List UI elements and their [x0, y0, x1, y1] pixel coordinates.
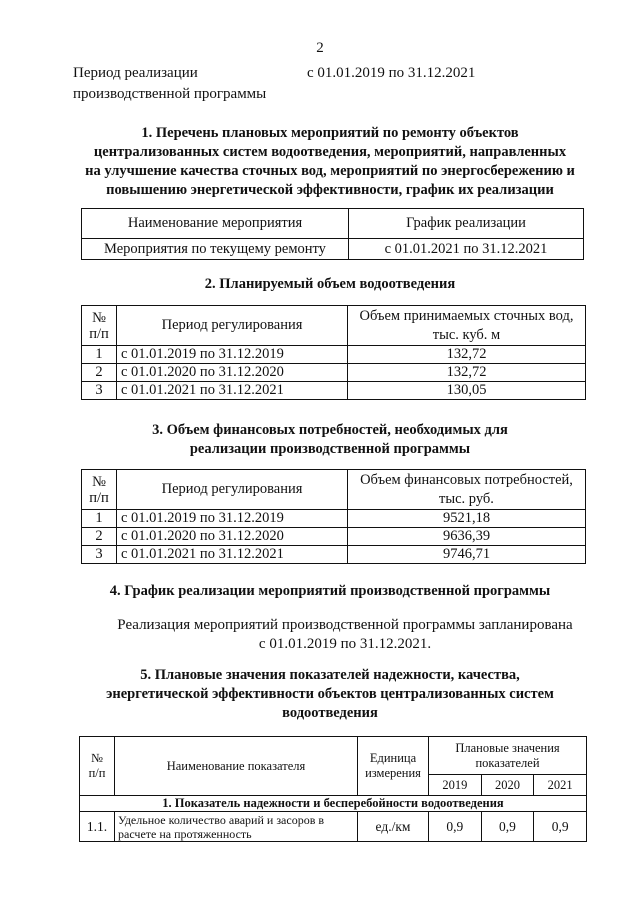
table-row: [82, 528, 586, 546]
header-number-line1: №: [92, 473, 106, 490]
cell-number: 2: [82, 528, 117, 546]
table-row: [82, 382, 586, 400]
header-finance: [348, 470, 586, 510]
cell-period: с 01.01.2020 по 31.12.2020: [117, 528, 348, 546]
header-number: [80, 737, 115, 796]
header-number: [82, 306, 117, 346]
section1-title-line2: централизованных систем водоотведения, мероприятий, направленных: [93, 144, 567, 160]
header-number: [82, 470, 117, 510]
table-row: [82, 239, 584, 260]
cell-indicator-name-line1: Удельное количество аварий и засоров в: [118, 812, 325, 827]
header-volume: [348, 306, 586, 346]
header-number-line1: №: [92, 309, 106, 326]
header-indicator-name: Наименование показателя: [115, 737, 358, 796]
cell-schedule: с 01.01.2021 по 31.12.2021: [349, 239, 584, 260]
cell-finance: 9636,39: [348, 528, 586, 546]
cell-number: 1: [82, 346, 117, 364]
table-row: [82, 346, 586, 364]
header-year-2020: 2020: [481, 775, 534, 796]
cell-unit: ед./км: [358, 812, 429, 842]
section5-title-line3: водоотведения: [282, 705, 378, 721]
header-planned-line1: Плановые значения: [455, 740, 560, 755]
header-finance-line1: Объем финансовых потребностей,: [360, 471, 573, 488]
header-schedule: График реализации: [349, 209, 584, 239]
cell-number: 1.1.: [80, 812, 115, 842]
cell-number: 3: [82, 546, 117, 564]
cell-number: 3: [82, 382, 117, 400]
section1-title-line4: повышению энергетической эффективности, график их реализации: [106, 182, 554, 198]
section3-title-line1: 3. Объем финансовых потребностей, необходимых для: [152, 422, 508, 438]
cell-indicator-name: [115, 812, 358, 842]
header-planned-line2: показателей: [475, 755, 540, 770]
header-number-line1: №: [91, 751, 103, 765]
header-unit: [358, 737, 429, 796]
cell-period: с 01.01.2021 по 31.12.2021: [117, 546, 348, 564]
cell-value-2021: 0,9: [534, 812, 587, 842]
cell-finance: 9746,71: [348, 546, 586, 564]
header-measure-name: Наименование мероприятия: [82, 209, 349, 239]
section1-title-line3: на улучшение качества сточных вод, мероприятий по энергосбережению и: [85, 163, 575, 179]
section3-title: [60, 421, 600, 459]
header-unit-line2: измерения: [365, 766, 421, 780]
section1-table: [81, 208, 584, 260]
header-number-line2: п/п: [89, 489, 109, 506]
cell-finance: 9521,18: [348, 510, 586, 528]
group-reliability: 1. Показатель надежности и бесперебойности водоотведения: [80, 796, 587, 812]
cell-measure-name: Мероприятия по текущему ремонту: [82, 239, 349, 260]
section5-title-line2: энергетической эффективности объектов централизованных систем: [106, 686, 554, 702]
section4-text-line1: Реализация мероприятий производственной программы запланирована: [117, 617, 573, 633]
header-year-2019: 2019: [429, 775, 482, 796]
header-planned-values: [429, 737, 587, 775]
cell-number: 2: [82, 364, 117, 382]
header-number-line2: п/п: [88, 766, 106, 780]
header-finance-line2: тыс. руб.: [439, 490, 494, 507]
table-row: [80, 812, 587, 842]
period-label-line1: Период реализации: [73, 65, 198, 81]
header-volume-line2: тыс. куб. м: [432, 326, 501, 343]
cell-number: 1: [82, 510, 117, 528]
section1-title: [60, 124, 600, 200]
section5-table: [79, 736, 587, 842]
table-row: [82, 510, 586, 528]
header-unit-line1: Единица: [369, 751, 417, 765]
cell-volume: 132,72: [348, 364, 586, 382]
table-header-row: [82, 306, 586, 346]
cell-value-2019: 0,9: [429, 812, 482, 842]
cell-period: с 01.01.2021 по 31.12.2021: [117, 382, 348, 400]
table-header-row: [80, 737, 587, 775]
page-number: 2: [316, 40, 324, 56]
table-row: [82, 546, 586, 564]
cell-period: с 01.01.2019 по 31.12.2019: [117, 346, 348, 364]
section4-text: [90, 616, 600, 654]
cell-volume: 132,72: [348, 346, 586, 364]
table-header-row: [82, 470, 586, 510]
table-group-row: [80, 796, 587, 812]
table-row: [82, 364, 586, 382]
section5-title-line1: 5. Плановые значения показателей надежности, качества,: [140, 667, 520, 683]
section4-title: 4. График реализации мероприятий производственной программы: [109, 583, 551, 599]
header-number-line2: п/п: [89, 325, 109, 342]
cell-period: с 01.01.2019 по 31.12.2019: [117, 510, 348, 528]
header-period: Период регулирования: [117, 470, 348, 510]
section3-title-line2: реализации производственной программы: [189, 441, 471, 457]
period-label: [73, 63, 293, 105]
section2-title: 2. Планируемый объем водоотведения: [204, 276, 456, 292]
header-period: Период регулирования: [117, 306, 348, 346]
section2-table: [81, 305, 586, 400]
table-header-row: [82, 209, 584, 239]
cell-indicator-name-line2: расчете на протяженность: [118, 826, 252, 841]
header-volume-line1: Объем принимаемых сточных вод,: [359, 307, 574, 324]
section4-text-line2: с 01.01.2019 по 31.12.2021.: [258, 636, 432, 652]
section3-table: [81, 469, 586, 564]
section1-title-line1: 1. Перечень плановых мероприятий по ремонту объектов: [141, 125, 519, 141]
cell-period: с 01.01.2020 по 31.12.2020: [117, 364, 348, 382]
period-label-line2: производственной программы: [73, 86, 267, 102]
period-value: с 01.01.2019 по 31.12.2021: [307, 65, 476, 81]
cell-volume: 130,05: [348, 382, 586, 400]
section5-title: [60, 666, 600, 723]
header-year-2021: 2021: [534, 775, 587, 796]
cell-value-2020: 0,9: [481, 812, 534, 842]
